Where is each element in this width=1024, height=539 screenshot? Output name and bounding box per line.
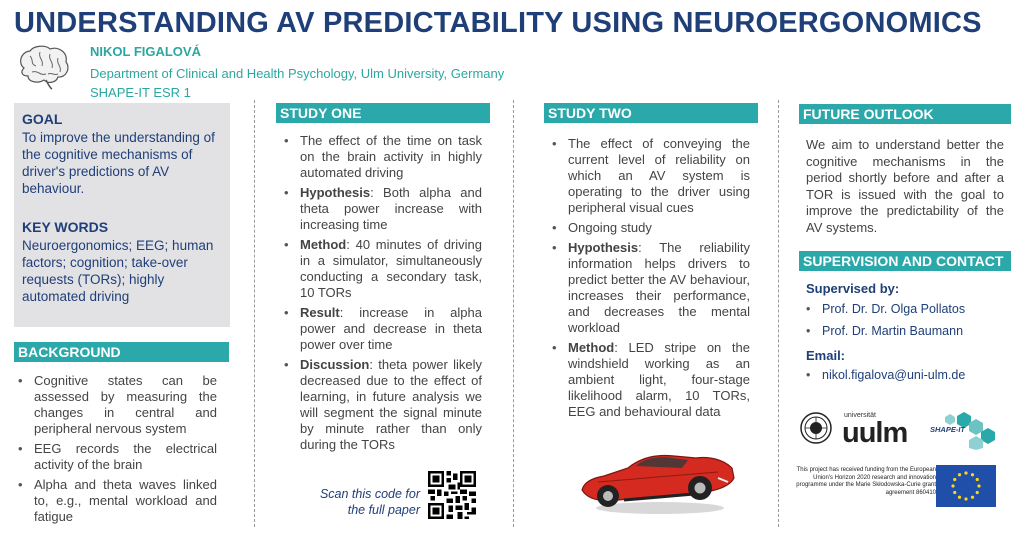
qr-label-line1: Scan this code for [319, 487, 420, 501]
list-item [284, 357, 482, 453]
poster-title: UNDERSTANDING AV PREDICTABILITY USING NEUROERGONOMICS [14, 7, 982, 39]
item-text: The effect of the time on task on the brain activity in highly automated driving [300, 133, 482, 180]
item-lead: Method [300, 237, 347, 252]
item-lead: Hypothesis [568, 240, 639, 255]
goal-box [14, 103, 230, 327]
eu-star-icon [971, 496, 974, 499]
email-list [806, 366, 1006, 388]
background-list [18, 373, 217, 529]
list-item: • Prof. Dr. Martin Baumann [806, 322, 1006, 340]
eu-star-icon [964, 497, 967, 500]
goal-heading: GOAL [22, 111, 63, 127]
keywords-heading: KEY WORDS [22, 219, 109, 235]
background-header: BACKGROUND [14, 342, 229, 362]
column-divider [254, 100, 255, 527]
eu-star-icon [958, 473, 961, 476]
eu-star-icon [971, 473, 974, 476]
email-label: Email: [806, 348, 846, 363]
study-one-list [284, 133, 482, 457]
eu-star-icon [976, 491, 979, 494]
eu-star-icon [977, 484, 980, 487]
list-item [552, 240, 750, 336]
list-item: • Alpha and theta waves linked to, e.g., mental workload and fatigue [18, 477, 217, 525]
uulm-logo: uulm [842, 417, 908, 449]
item-text: : Both alpha and theta power increase with increasing time [300, 185, 482, 232]
list-item [552, 340, 750, 420]
list-item [284, 237, 482, 301]
item-text: : 40 minutes of driving in a simulator, simultaneously conducting a secondary task, 10 TORs [300, 237, 482, 300]
list-item [284, 133, 482, 181]
list-item [284, 185, 482, 233]
study-two-header: STUDY TWO [544, 103, 758, 123]
study-one-header: STUDY ONE [276, 103, 490, 123]
item-text: The effect of conveying the current level of reliability on which an AV system is operating to the driver using peripheral visual cues [568, 136, 750, 215]
item-lead: Hypothesis [300, 185, 371, 200]
list-item: • Prof. Dr. Dr. Olga Pollatos [806, 300, 1006, 318]
future-outlook-text: We aim to understand better the cognitive mechanisms in the period shortly before and after a TOR is issued with the goal to improve the predictability of the AV systems. [806, 137, 1004, 235]
item-text: Ongoing study [568, 220, 652, 235]
eu-star-icon [976, 478, 979, 481]
goal-text: To improve the understanding of the cognitive mechanisms of driver's predictions of AV behaviour. [22, 130, 215, 196]
supervisor-list [806, 300, 1006, 344]
shape-it-label: SHAPE-IT [930, 425, 966, 434]
email-link[interactable]: • nikol.figalova@uni-ulm.de [806, 366, 1006, 384]
item-text: : The reliability information helps drivers to predict better the AV behaviour, increases their performance, and decreases the mental workload [568, 240, 750, 335]
author-affiliation [90, 64, 504, 102]
list-item [284, 305, 482, 353]
item-lead: Result [300, 305, 340, 320]
eu-star-icon [953, 478, 956, 481]
department: Department of Clinical and Health Psychology, Ulm University, Germany [90, 66, 505, 81]
qr-label [300, 486, 420, 518]
future-outlook-header: FUTURE OUTLOOK [799, 104, 1011, 124]
car-icon [578, 438, 738, 516]
supervision-header: SUPERVISION AND CONTACT [799, 251, 1011, 271]
column-divider [778, 100, 779, 527]
eu-star-icon [958, 496, 961, 499]
item-text: : increase in alpha power and decrease in theta power over time [300, 305, 482, 352]
eu-flag-icon [936, 465, 996, 507]
qr-code-icon[interactable] [428, 471, 476, 519]
qr-label-line2: the full paper [347, 503, 420, 517]
supervised-by-label: Supervised by: [806, 281, 900, 296]
item-text: : LED stripe on the windshield working as an ambient light, four-stage likelihood alarm, 10 TORs, EEG and behavioural data [568, 340, 750, 419]
funding-statement: This project has received funding from the European Union's Horizon 2020 research and innovation programme under the Marie Skłodowska-Curie grant agreement 860410 [796, 467, 936, 496]
university-seal-icon [800, 412, 832, 444]
item-lead: Discussion [300, 357, 370, 372]
eu-star-icon [951, 484, 954, 487]
keywords-text: Neuroergonomics; EEG; human factors; cognition; take-over requests (TORs); highly automated driving [22, 238, 214, 304]
column-divider [513, 100, 514, 527]
brain-icon [16, 44, 72, 90]
eu-star-icon [953, 491, 956, 494]
study-two-list [552, 136, 750, 424]
item-text: : theta power likely decreased due to the effect of learning, in future analysis we will segment the signal minute by minute rather than only during the TORs [300, 357, 482, 452]
list-item: • Cognitive states can be assessed by measuring the changes in central and peripheral nervous system [18, 373, 217, 437]
university-small-label: universität [844, 412, 876, 419]
list-item [552, 220, 750, 236]
eu-star-icon [964, 471, 967, 474]
role: SHAPE-IT ESR 1 [90, 85, 191, 100]
author-name: NIKOL FIGALOVÁ [90, 44, 201, 59]
list-item [552, 136, 750, 216]
list-item: • EEG records the electrical activity of the brain [18, 441, 217, 473]
item-lead: Method [568, 340, 615, 355]
